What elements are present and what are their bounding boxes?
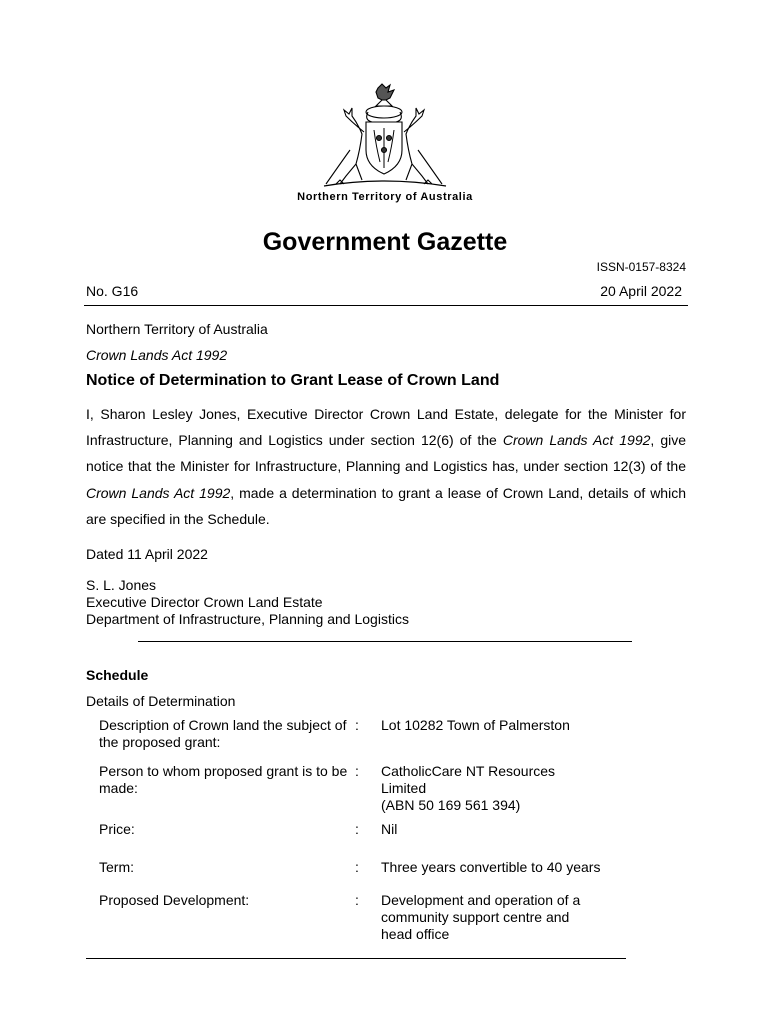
schedule-label-development: Proposed Development:: [99, 892, 250, 908]
schedule-colon: :: [355, 717, 359, 733]
value-line: community support centre and: [381, 909, 570, 925]
schedule-label-description: Description of Crown land the subject of the proposed grant:: [99, 717, 347, 750]
value-line: (ABN 50 169 561 394): [381, 797, 521, 813]
schedule-value-grantee: [381, 763, 641, 814]
notice-body-paragraph: [86, 401, 686, 532]
schedule-value-term: [381, 859, 641, 876]
schedule-label-grantee: Person to whom proposed grant is to be made:: [99, 763, 348, 796]
dated-line: Dated 11 April 2022: [86, 546, 208, 562]
signatory-department: Department of Infrastructure, Planning and Logistics: [86, 611, 409, 627]
schedule-heading: Schedule: [86, 667, 149, 683]
schedule-value-description: [381, 717, 641, 734]
issn-number: ISSN-0157-8324: [596, 260, 686, 274]
value-line: Three years convertible to 40 years: [381, 859, 601, 875]
para-text-1: I, Sharon Lesley Jones, Executive Director Crown Land Estate, delegate for the Minister for Infrastructure, Planning and Logistics under section 12(6) of the: [86, 406, 686, 449]
schedule-colon: :: [355, 821, 359, 837]
coat-of-arms-emblem: [316, 80, 454, 190]
para-text-3: , made a determination to grant a lease of Crown Land, details of which are specified in the Schedule.: [86, 484, 686, 527]
footer-rule: [86, 958, 626, 959]
notice-territory: Northern Territory of Australia: [86, 321, 268, 337]
value-line: Nil: [381, 821, 398, 837]
header-rule: [84, 305, 688, 306]
schedule-subheading: Details of Determination: [86, 693, 236, 709]
jurisdiction-caption: Northern Territory of Australia: [297, 191, 473, 203]
signatory-name: S. L. Jones: [86, 577, 157, 593]
schedule-value-price: [381, 821, 641, 838]
value-line: CatholicCare NT Resources: [381, 763, 556, 779]
value-line: Limited: [381, 780, 427, 796]
para-act-ref-1: Crown Lands Act 1992: [502, 432, 651, 449]
schedule-colon: :: [355, 859, 359, 875]
value-line: Development and operation of a: [381, 892, 581, 908]
schedule-label-term: Term:: [99, 859, 134, 875]
signature-block: [86, 577, 409, 628]
gazette-date: 20 April 2022: [600, 283, 682, 299]
schedule-label-price: Price:: [99, 821, 135, 837]
signatory-title: Executive Director Crown Land Estate: [86, 594, 323, 610]
schedule-colon: :: [355, 763, 359, 779]
notice-act: Crown Lands Act 1992: [86, 347, 228, 363]
para-text-2: , give notice that the Minister for Infrastructure, Planning and Logistics has, under section 12(3) of the: [86, 432, 687, 475]
gazette-title: Government Gazette: [262, 228, 508, 256]
schedule-colon: :: [355, 892, 359, 908]
section-separator: [138, 641, 632, 642]
gazette-issue-number: No. G16: [86, 283, 139, 299]
schedule-value-development: [381, 892, 641, 943]
value-line: Lot 10282 Town of Palmerston: [381, 717, 570, 733]
para-act-ref-2: Crown Lands Act 1992: [86, 484, 231, 501]
value-line: head office: [381, 926, 450, 942]
notice-heading: Notice of Determination to Grant Lease of Crown Land: [86, 372, 500, 389]
